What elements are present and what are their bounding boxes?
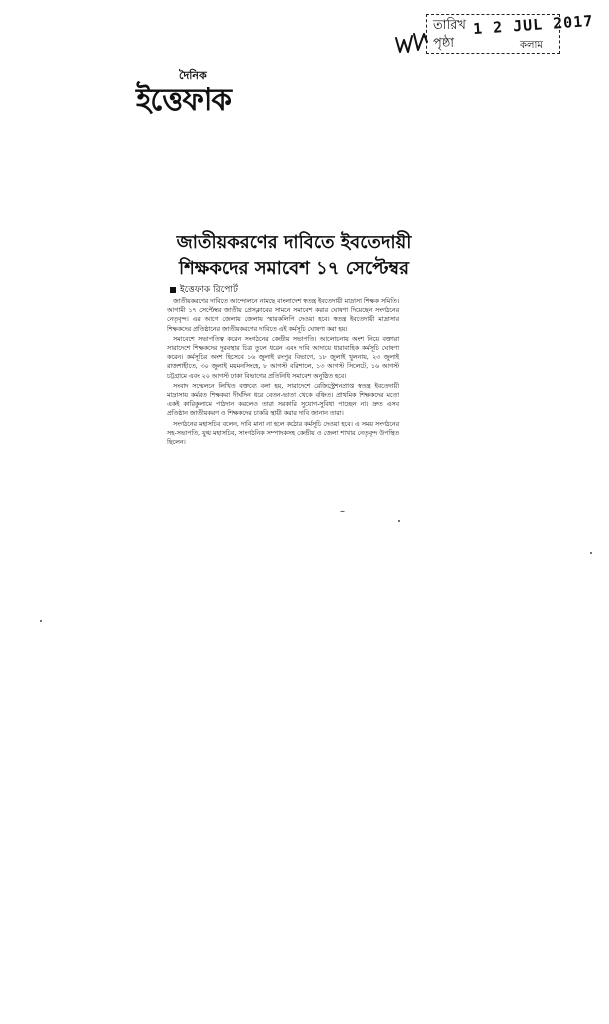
article-body [167,297,399,448]
scan-speck [590,552,592,554]
masthead-small-label: দৈনিক [179,69,207,82]
article-paragraph: জাতীয়করণের দাবিতে আন্দোলনে নামছে বাংলাদেশ স্বতন্ত্র ইবতেদায়ী মাদ্রাসা শিক্ষক সমিতি। আগামী ১৭ সেপ্টেম্বর জাতীয় প্রেসক্লাবের সামনে সমাবেশ করার ঘোষণা দিয়েছেন সংগঠনের নেতৃবৃন্দ। এর আগে জেলায় জেলায় স্মারকলিপি দেওয়া হবে। স্বতন্ত্র ইবতেদায়ী মাদ্রাসার শিক্ষকদের প্রতিষ্ঠানের জাতীয়করণের দাবিতে এই কর্মসূচি ঘোষণা করা হয়। [167,297,399,333]
scan-speck [398,520,400,522]
byline-text: ইত্তেফাক রিপোর্ট [180,285,238,295]
handwritten-initials-icon [394,30,430,56]
stamp-page-suffix: কলাম [520,40,543,51]
stamp-date-label: তারিখ [433,18,466,33]
scan-speck [40,620,42,622]
article-paragraph: সংবাদ সম্মেলনে লিখিত বক্তব্যে বলা হয়, সারাদেশে রেজিস্ট্রেশনপ্রাপ্ত স্বতন্ত্র ইবতেদায়ী মাদ্রাসায় কর্মরত শিক্ষকরা দীর্ঘদিন ধরে বেতন-ভাতা থেকে বঞ্চিত। প্রাথমিক শিক্ষকদের মতো একই কারিকুলামে পাঠদান করলেও তারা সরকারি সুযোগ-সুবিধা পাচ্ছেন না। দ্রুত এসব প্রতিষ্ঠান জাতীয়করণ ও শিক্ষকদের চাকরি স্থায়ী করার দাবি জানান তারা। [167,381,399,418]
article-paragraph: সমাবেশে সভাপতিত্ব করেন সংগঠনের কেন্দ্রীয় সভাপতি। আলোচনায় অংশ নিয়ে বক্তারা সারাদেশে শিক্ষকদের দুরবস্থার চিত্র তুলে ধরেন এবং দাবি আদায়ে ধারাবাহিক কর্মসূচি ঘোষণা করেন। কর্মসূচির অংশ হিসেবে ১৬ জুলাই রংপুর বিভাগে, ১৮ জুলাই খুলনায়, ২৩ জুলাই রাজশাহীতে, ৩০ জুলাই ময়মনসিংহে, ৮ আগস্ট বরিশালে, ১৩ আগস্ট সিলেটে, ১৬ আগস্ট চট্টগ্রামে এবং ২০ আগস্ট ঢাকা বিভাগের প্রতিনিধি সমাবেশ অনুষ্ঠিত হবে। [167,334,399,380]
article-byline [170,285,238,296]
stamp-page-label: পৃষ্ঠা [433,36,455,51]
article-end-mark: – [340,506,345,517]
article-headline-line1: জাতীয়করণের দাবিতে ইবতেদায়ী [176,232,412,253]
article-headline-line2: শিক্ষকদের সমাবেশ ১৭ সেপ্টেম্বর [178,258,410,279]
byline-square-icon [170,287,176,293]
masthead-title: ইত্তেফাক [136,82,232,118]
stamp-date-value: 1 2 JUL 2017 [472,11,594,39]
article-paragraph: সংগঠনের মহাসচিব বলেন, দাবি মানা না হলে কঠোর কর্মসূচি দেওয়া হবে। এ সময় সংগঠনের সহ-সভাপতি, যুগ্ম মহাসচিব, সাংগঠনিক সম্পাদকসহ কেন্দ্রীয় ও জেলা শাখার নেতৃবৃন্দ উপস্থিত ছিলেন। [167,419,399,447]
